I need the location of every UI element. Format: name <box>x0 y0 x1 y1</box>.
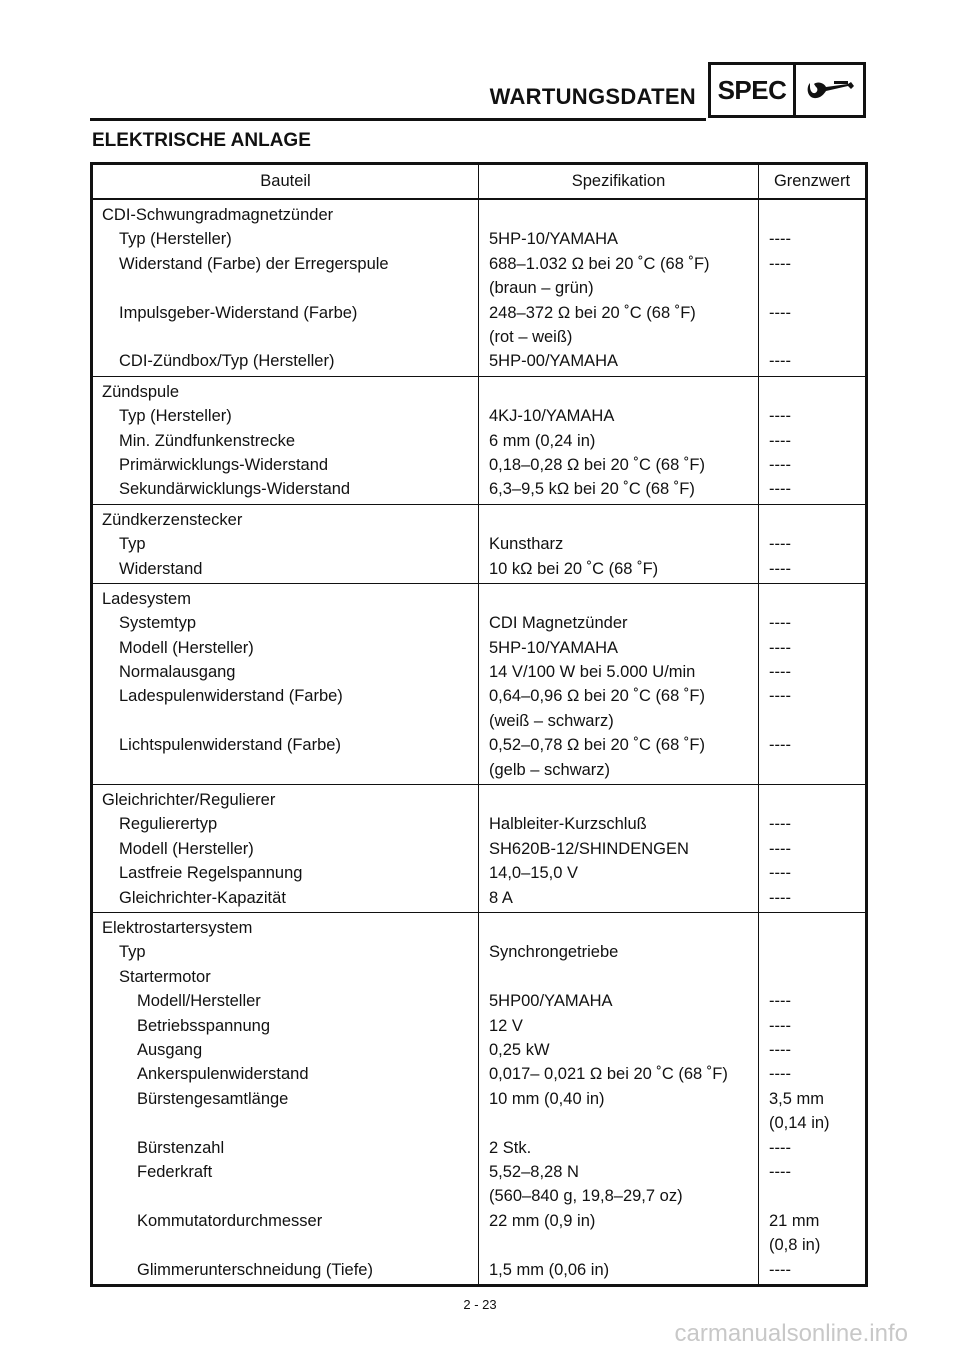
row-limit-line: 21 mm <box>769 1211 820 1230</box>
grenzwert-column <box>759 377 865 504</box>
row-limit <box>759 733 865 782</box>
table-group <box>93 785 865 913</box>
row-spec <box>479 1014 758 1038</box>
row-label: Lichtspulenwiderstand (Farbe) <box>119 736 341 755</box>
row-limit <box>759 886 865 910</box>
row-spec <box>479 636 758 660</box>
row-spec <box>479 1062 758 1086</box>
row-spec-line: 14,0–15,0 V <box>489 864 578 883</box>
row-label: Modell (Hersteller) <box>119 839 254 858</box>
bauteil-column <box>93 913 479 1284</box>
row-label: Widerstand <box>119 559 203 578</box>
row-label: Typ <box>119 535 146 554</box>
row-spec-line: Kunstharz <box>489 535 564 554</box>
spezifikation-column <box>479 200 759 376</box>
row-limit-line: ---- <box>769 535 791 554</box>
row-spec <box>479 1038 758 1062</box>
row-label: Regulierertyp <box>119 815 218 834</box>
row-spec-line: (braun – grün) <box>489 279 594 298</box>
row-spec-line: 4KJ-10/YAMAHA <box>489 407 615 426</box>
wrench-icon <box>796 65 863 115</box>
section-title: ELEKTRISCHE ANLAGE <box>92 130 311 151</box>
row-spec <box>479 886 758 910</box>
row-label: Zündspule <box>102 382 180 401</box>
row-limit <box>759 1014 865 1038</box>
row-spec-line: 5HP00/YAMAHA <box>489 992 613 1011</box>
grenzwert-column <box>759 785 865 912</box>
row-spec <box>479 916 758 940</box>
row-spec-line: SH620B-12/SHINDENGEN <box>489 839 689 858</box>
row-spec <box>479 453 758 477</box>
page-number: 2 - 23 <box>463 1297 497 1312</box>
row-spec <box>479 404 758 428</box>
row-spec <box>479 1087 758 1136</box>
spezifikation-column <box>479 584 759 784</box>
row-limit-line: ---- <box>769 480 791 499</box>
row-spec-line: 0,18–0,28 Ω bei 20 ˚C (68 ˚F) <box>489 455 705 474</box>
row-limit-line: ---- <box>769 839 791 858</box>
grenzwert-column <box>759 200 865 376</box>
row-limit-line: ---- <box>769 638 791 657</box>
grenzwert-column <box>759 913 865 1284</box>
row-spec-line: 12 V <box>489 1016 523 1035</box>
row-spec <box>479 965 758 989</box>
row-spec-line: 14 V/100 W bei 5.000 U/min <box>489 663 696 682</box>
row-label: Startermotor <box>119 967 211 986</box>
row-limit-line: ---- <box>769 230 791 249</box>
row-spec-line: Halbleiter-Kurzschluß <box>489 815 647 834</box>
row-spec-line: 1,5 mm (0,06 in) <box>489 1260 610 1279</box>
row-limit-line: ---- <box>769 254 791 273</box>
spezifikation-column <box>479 505 759 583</box>
row-spec <box>479 508 758 532</box>
row-spec-line: 5,52–8,28 N <box>489 1162 579 1181</box>
row-spec-line: (gelb – schwarz) <box>489 760 611 779</box>
table-group <box>93 584 865 785</box>
table-group <box>93 913 865 1284</box>
row-label: Gleichrichter-Kapazität <box>119 888 286 907</box>
row-label: Gleichrichter/Regulierer <box>102 791 276 810</box>
row-label: Kommutatordurchmesser <box>137 1211 323 1230</box>
row-label: Betriebsspannung <box>137 1016 271 1035</box>
spezifikation-column <box>479 785 759 912</box>
bauteil-column <box>93 505 479 583</box>
table-group <box>93 200 865 377</box>
row-limit-line: ---- <box>769 992 791 1011</box>
row-label: Ladespulenwiderstand (Farbe) <box>119 687 343 706</box>
row-limit-line: (0,14 in) <box>769 1114 830 1133</box>
table-group <box>93 505 865 584</box>
row-limit <box>759 587 865 611</box>
row-label: Zündkerzenstecker <box>102 510 243 529</box>
row-limit <box>759 453 865 477</box>
row-spec-line: 688–1.032 Ω bei 20 ˚C (68 ˚F) <box>489 254 710 273</box>
row-limit <box>759 611 865 635</box>
row-label: Primärwicklungs-Widerstand <box>119 455 329 474</box>
row-limit-line: ---- <box>769 663 791 682</box>
bauteil-column <box>93 584 479 784</box>
row-spec-line: 5HP-10/YAMAHA <box>489 230 618 249</box>
row-label: Bürstenzahl <box>137 1138 225 1157</box>
row-label: Ankerspulenwiderstand <box>137 1065 309 1084</box>
row-spec <box>479 477 758 501</box>
row-spec-line: 248–372 Ω bei 20 ˚C (68 ˚F) <box>489 303 696 322</box>
row-label: Impulsgeber-Widerstand (Farbe) <box>119 303 358 322</box>
row-spec-line: 0,52–0,78 Ω bei 20 ˚C (68 ˚F) <box>489 736 705 755</box>
row-spec <box>479 660 758 684</box>
row-label: Ausgang <box>137 1040 203 1059</box>
row-spec-line: 8 A <box>489 888 513 907</box>
row-limit <box>759 227 865 251</box>
row-limit <box>759 252 865 301</box>
row-limit-line: ---- <box>769 864 791 883</box>
row-spec-line: 0,25 kW <box>489 1040 550 1059</box>
row-spec <box>479 861 758 885</box>
row-limit-line: ---- <box>769 1040 791 1059</box>
row-spec-line: 5HP-00/YAMAHA <box>489 352 618 371</box>
row-limit-line: ---- <box>769 614 791 633</box>
table-header <box>93 165 865 200</box>
header-rule <box>90 118 706 121</box>
row-spec <box>479 532 758 556</box>
row-limit <box>759 1209 865 1258</box>
bauteil-column <box>93 377 479 504</box>
row-spec <box>479 1136 758 1160</box>
row-label: Glimmerunterschneidung (Tiefe) <box>137 1260 373 1279</box>
row-limit <box>759 1062 865 1086</box>
row-limit-line: ---- <box>769 1162 791 1181</box>
row-limit <box>759 636 865 660</box>
row-spec-line: Synchrongetriebe <box>489 943 619 962</box>
spec-badge-label: SPEC <box>711 65 796 115</box>
row-limit <box>759 532 865 556</box>
row-limit <box>759 940 865 964</box>
row-spec <box>479 989 758 1013</box>
row-label: Elektrostartersystem <box>102 919 253 937</box>
row-limit-line: ---- <box>769 1016 791 1035</box>
row-spec-line: 6,3–9,5 kΩ bei 20 ˚C (68 ˚F) <box>489 480 695 499</box>
row-label: Sekundärwicklungs-Widerstand <box>119 480 351 499</box>
row-limit <box>759 301 865 350</box>
spezifikation-column <box>479 913 759 1284</box>
grenzwert-column <box>759 505 865 583</box>
page-header-title: WARTUNGSDATEN <box>489 84 696 109</box>
spec-badge <box>708 62 866 118</box>
row-spec <box>479 301 758 350</box>
row-spec <box>479 252 758 301</box>
row-limit-line: ---- <box>769 815 791 834</box>
row-spec <box>479 684 758 733</box>
column-header-spezifikation: Spezifikation <box>479 165 759 198</box>
row-spec-line: 6 mm (0,24 in) <box>489 431 596 450</box>
row-limit <box>759 557 865 581</box>
watermark: carmanualsonline.info <box>674 1320 908 1347</box>
row-limit-line: (0,8 in) <box>769 1236 821 1255</box>
row-limit-line: ---- <box>769 352 791 371</box>
row-spec <box>479 837 758 861</box>
row-spec <box>479 380 758 404</box>
row-limit-line: ---- <box>769 1065 791 1084</box>
row-spec <box>479 788 758 812</box>
row-limit-line: ---- <box>769 455 791 474</box>
row-spec-line: (560–840 g, 19,8–29,7 oz) <box>489 1187 683 1206</box>
row-limit <box>759 965 865 989</box>
row-label: Modell/Hersteller <box>137 992 261 1011</box>
row-spec <box>479 733 758 782</box>
row-label: Typ (Hersteller) <box>119 230 232 249</box>
row-label: Widerstand (Farbe) der Erregerspule <box>119 254 389 273</box>
bauteil-column <box>93 200 479 376</box>
row-limit-line: ---- <box>769 1138 791 1157</box>
row-limit <box>759 812 865 836</box>
row-limit <box>759 508 865 532</box>
row-label: Modell (Hersteller) <box>119 638 254 657</box>
row-label: Ladesystem <box>102 589 191 608</box>
grenzwert-column <box>759 584 865 784</box>
bauteil-column <box>93 785 479 912</box>
row-limit <box>759 837 865 861</box>
row-spec <box>479 587 758 611</box>
row-limit <box>759 349 865 373</box>
row-spec-line: 10 kΩ bei 20 ˚C (68 ˚F) <box>489 559 659 578</box>
row-limit <box>759 989 865 1013</box>
row-limit <box>759 477 865 501</box>
row-limit <box>759 1258 865 1282</box>
table-group <box>93 377 865 505</box>
row-limit-line: 3,5 mm <box>769 1089 825 1108</box>
row-label: Bürstengesamtlänge <box>137 1089 289 1108</box>
row-spec <box>479 429 758 453</box>
row-limit <box>759 861 865 885</box>
row-spec <box>479 227 758 251</box>
row-label: Systemtyp <box>119 614 197 633</box>
row-limit <box>759 916 865 940</box>
row-label: Typ <box>119 943 146 962</box>
row-spec <box>479 1258 758 1282</box>
row-spec <box>479 940 758 964</box>
row-label: Typ (Hersteller) <box>119 407 232 426</box>
row-label: Normalausgang <box>119 663 236 682</box>
row-limit-line: ---- <box>769 1260 791 1279</box>
row-spec <box>479 1160 758 1209</box>
row-spec-line: 0,017– 0,021 Ω bei 20 ˚C (68 ˚F) <box>489 1065 728 1084</box>
row-spec <box>479 812 758 836</box>
row-limit-line: ---- <box>769 687 791 706</box>
row-spec <box>479 349 758 373</box>
table-body <box>93 200 865 1284</box>
row-limit <box>759 380 865 404</box>
row-limit-line: ---- <box>769 407 791 426</box>
row-limit-line: ---- <box>769 431 791 450</box>
row-label: CDI-Schwungradmagnetzünder <box>102 206 334 224</box>
column-header-grenzwert: Grenzwert <box>773 172 851 190</box>
row-limit-line: ---- <box>769 736 791 755</box>
row-label: CDI-Zündbox/Typ (Hersteller) <box>119 352 335 371</box>
row-spec-line: 2 Stk. <box>489 1138 532 1157</box>
row-spec-line: (rot – weiß) <box>489 327 573 346</box>
row-label: Lastfreie Regelspannung <box>119 864 303 883</box>
row-limit <box>759 788 865 812</box>
row-limit <box>759 203 865 227</box>
row-limit-line: ---- <box>769 559 791 578</box>
column-header-bauteil: Bauteil <box>93 165 479 198</box>
row-limit <box>759 1087 865 1136</box>
row-spec <box>479 557 758 581</box>
row-limit <box>759 1136 865 1160</box>
row-spec-line: 0,64–0,96 Ω bei 20 ˚C (68 ˚F) <box>489 687 705 706</box>
row-limit <box>759 684 865 733</box>
row-limit <box>759 1038 865 1062</box>
row-spec-line: 22 mm (0,9 in) <box>489 1211 596 1230</box>
row-spec-line: 10 mm (0,40 in) <box>489 1089 605 1108</box>
spezifikation-column <box>479 377 759 504</box>
row-label: Federkraft <box>137 1162 213 1181</box>
row-limit-line: ---- <box>769 888 791 907</box>
spec-table <box>90 162 868 1287</box>
row-spec <box>479 611 758 635</box>
row-label: Min. Zündfunkenstrecke <box>119 431 296 450</box>
row-limit <box>759 429 865 453</box>
row-limit-line: ---- <box>769 303 791 322</box>
row-limit <box>759 1160 865 1209</box>
row-spec <box>479 1209 758 1258</box>
row-spec-line: CDI Magnetzünder <box>489 614 628 633</box>
row-spec-line: (weiß – schwarz) <box>489 711 614 730</box>
row-limit <box>759 404 865 428</box>
row-limit <box>759 660 865 684</box>
row-spec-line: 5HP-10/YAMAHA <box>489 638 618 657</box>
row-spec <box>479 203 758 227</box>
